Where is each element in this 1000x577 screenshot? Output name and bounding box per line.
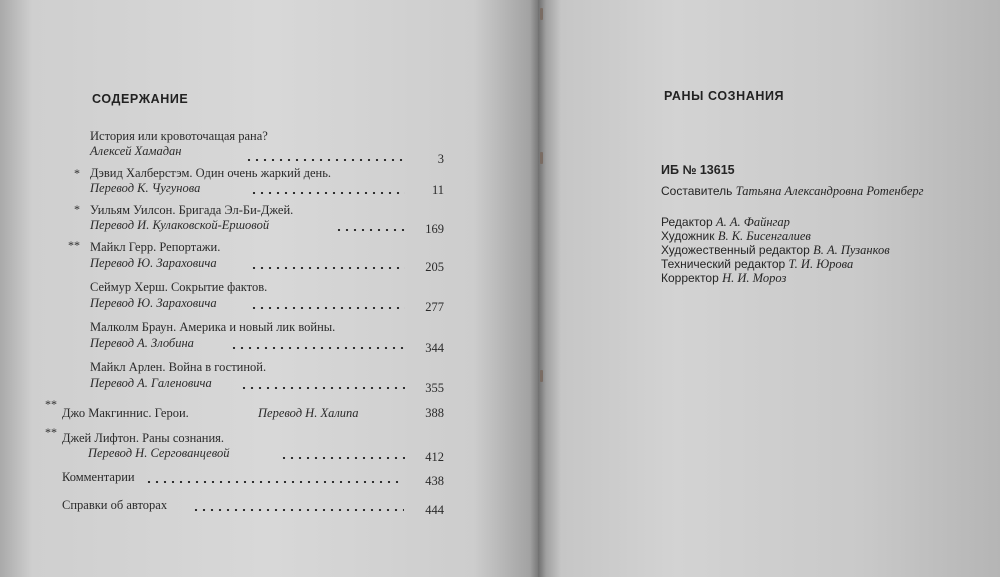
toc-leader [240, 387, 405, 389]
toc-entry-title: Джей Лифтон. Раны сознания. [62, 431, 225, 445]
toc-page-number: 205 [425, 260, 444, 274]
toc-page-number: 412 [425, 450, 444, 464]
toc-entry-title: Справки об авторах [62, 498, 168, 512]
toc-page-number: 3 [437, 152, 444, 166]
toc-entry-title: Джо Макгиннис. Герои. [62, 406, 189, 420]
toc-heading: СОДЕРЖАНИЕ [92, 92, 189, 106]
toc-entry-subtitle: Алексей Хамадан [90, 144, 182, 158]
toc-entry-title: Комментарии [62, 470, 135, 484]
credit-role: Технический редактор [661, 257, 786, 271]
toc-entry-title: Майкл Герр. Репортажи. [90, 240, 221, 254]
toc-entry-title: Уильям Уилсон. Бригада Эл-Би-Джей. [90, 203, 294, 217]
toc-entry-subtitle: Перевод Н. Халипа [258, 406, 359, 420]
credit-line [661, 215, 790, 229]
toc-entry-marker: ** [45, 425, 57, 439]
toc-entry-title: Сеймур Херш. Сокрытие фактов. [90, 280, 268, 294]
binding-stitch [540, 8, 543, 20]
book-title: РАНЫ СОЗНАНИЯ [664, 89, 785, 103]
toc-entry-marker: ** [68, 238, 80, 252]
book-gutter [530, 0, 546, 577]
toc-leader [335, 229, 405, 231]
toc-entry-marker: ** [45, 397, 57, 411]
toc-entry-marker: * [74, 166, 80, 180]
compiler-line [661, 184, 924, 198]
credit-name: Н. И. Мороз [722, 271, 787, 285]
toc-entry-subtitle: Перевод А. Галеновича [90, 376, 212, 390]
toc-leader [250, 267, 405, 269]
toc-page-number: 438 [425, 474, 444, 488]
toc-leader [145, 481, 403, 483]
toc-page-number: 277 [425, 300, 444, 314]
toc-leader [250, 192, 405, 194]
credit-role: Редактор [661, 215, 713, 229]
toc-entry-title: Майкл Арлен. Война в гостиной. [90, 360, 267, 374]
toc-entry-title: История или кровоточащая рана? [90, 129, 268, 143]
toc-page-number: 344 [425, 341, 444, 355]
credit-name: В. К. Бисенгалиев [717, 229, 811, 243]
credit-line [661, 243, 890, 257]
toc-leader [280, 457, 405, 459]
compiler-role: Составитель [661, 184, 733, 198]
toc-entry-subtitle: Перевод И. Кулаковской-Ершовой [90, 218, 270, 232]
compiler-name: Татьяна Александровна Ротенберг [735, 184, 924, 198]
credit-name: Т. И. Юрова [788, 257, 854, 271]
toc-entry-title: Малколм Браун. Америка и новый лик войны. [90, 320, 336, 334]
right-page [538, 0, 1000, 577]
toc-leader [230, 347, 405, 349]
credit-name: А. А. Файнгар [716, 215, 790, 229]
credit-role: Художник [661, 229, 715, 243]
binding-stitch [540, 152, 543, 164]
ib-number: ИБ № 13615 [661, 163, 735, 177]
credit-role: Корректор [661, 271, 719, 285]
toc-leader [245, 159, 405, 161]
toc-page-number: 388 [425, 406, 444, 420]
toc-entry-subtitle: Перевод Ю. Зараховича [90, 256, 217, 270]
binding-stitch [540, 370, 543, 382]
toc-leader [192, 509, 404, 511]
toc-entry-subtitle: Перевод А. Злобина [90, 336, 194, 350]
toc-leader [250, 307, 405, 309]
toc-page-number: 11 [431, 183, 444, 197]
credit-line [661, 229, 811, 243]
toc-entry-subtitle: Перевод Ю. Зараховича [90, 296, 217, 310]
toc-entry-marker: * [74, 202, 80, 216]
credit-name: В. А. Пузанков [813, 243, 890, 257]
credit-line [661, 271, 786, 285]
toc-entry-title: Дэвид Халберстэм. Один очень жаркий день. [90, 166, 332, 180]
credit-role: Художественный редактор [661, 243, 810, 257]
toc-entry-subtitle: Перевод К. Чугунова [90, 181, 201, 195]
toc-page-number: 169 [425, 222, 444, 236]
credit-line [661, 257, 853, 271]
toc-entry-subtitle: Перевод Н. Сергованцевой [88, 446, 230, 460]
toc-page-number: 355 [425, 381, 444, 395]
toc-page-number: 444 [425, 503, 444, 517]
